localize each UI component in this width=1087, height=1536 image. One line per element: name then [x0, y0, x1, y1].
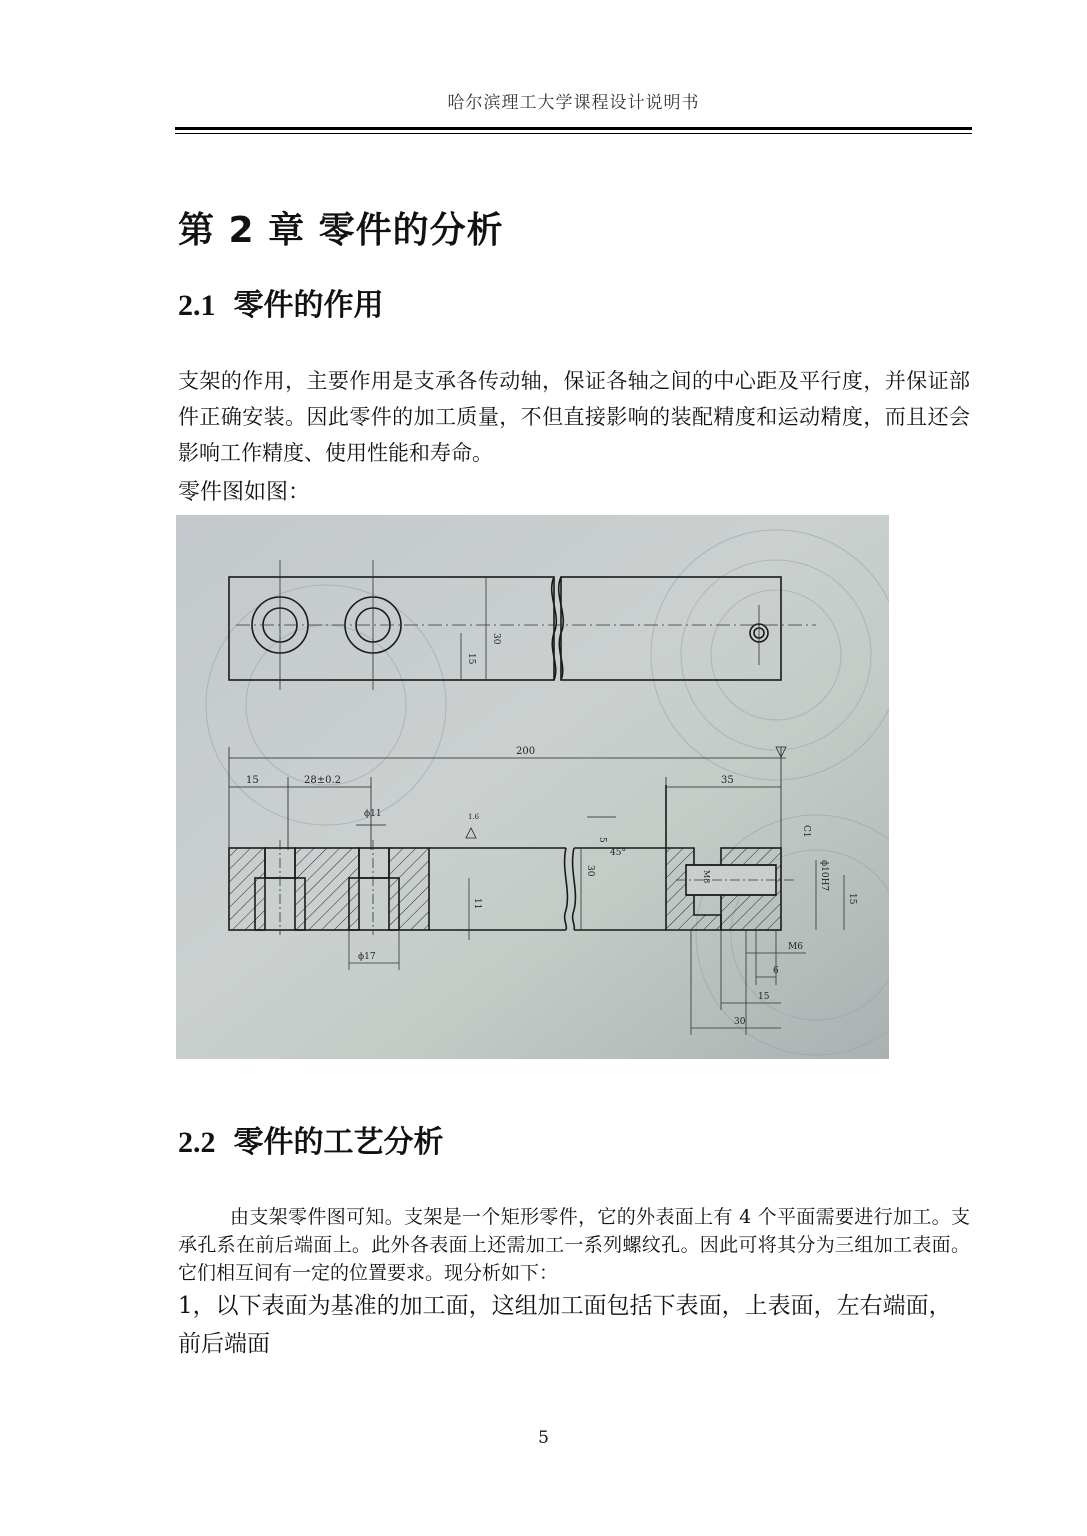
chapter-title: 第 2 章 零件的分析	[178, 210, 504, 251]
roughness-1-6: 1.6	[468, 813, 480, 821]
dim-15-right: 15	[847, 893, 857, 905]
dim-m8: M8	[702, 870, 711, 884]
header-rule-thin	[175, 133, 972, 134]
dim-15-bottom: 15	[758, 992, 770, 1002]
dim-200: 200	[516, 746, 536, 757]
section-title: 零件的工艺分析	[233, 1125, 444, 1160]
dim-35: 35	[721, 775, 734, 786]
figure-caption: 零件图如图：	[178, 480, 311, 505]
dim-c1: C1	[801, 825, 811, 838]
dim-m6: M6	[788, 942, 803, 952]
dim-15-left: 15	[246, 775, 259, 786]
dim-28: 28±0.2	[304, 775, 342, 786]
dim-11: 11	[472, 898, 482, 910]
section-title: 零件的作用	[233, 288, 384, 323]
dim-15-top: 15	[466, 653, 476, 665]
dim-30-mid: 30	[585, 865, 595, 877]
header-rule-thick	[175, 127, 972, 130]
part-drawing-photo	[176, 515, 889, 1059]
dim-phi10h7: ϕ10H7	[819, 860, 829, 892]
page-number: 5	[538, 1428, 549, 1448]
section-number: 2.2	[178, 1126, 216, 1159]
dim-phi11: ϕ11	[364, 809, 382, 819]
dim-30-top: 30	[491, 633, 501, 645]
section-number: 2.1	[178, 289, 216, 322]
body-paragraph: 由支架零件图可知。支架是一个矩形零件，它的外表面上有 4 个平面需要进行加工。支承孔系在前后端面上。此外各表面上还需加工一系列螺纹孔。因此可将其分为三组加工表面。它们相互间有一定的位置要求。现分析如下：	[178, 1206, 970, 1284]
section-heading-2-2	[178, 1117, 444, 1161]
dim-30-bottom: 30	[734, 1017, 746, 1027]
dim-45-deg: 45°	[610, 848, 626, 858]
dim-6: 6	[773, 966, 779, 976]
dim-phi17: ϕ17	[358, 952, 376, 962]
body-paragraph: 支架的作用，主要作用是支承各传动轴，保证各轴之间的中心距及平行度，并保证部件正确安装。因此零件的加工质量，不但直接影响的装配精度和运动精度，而且还会影响工作精度、使用性能和寿命。	[178, 369, 970, 465]
section-heading-2-1	[178, 280, 384, 324]
list-item: 1，以下表面为基准的加工面，这组加工面包括下表面，上表面，左右端面，前后端面	[178, 1293, 952, 1357]
running-header: 哈尔滨理工大学课程设计说明书	[447, 93, 700, 113]
dim-5: 5	[597, 837, 607, 843]
